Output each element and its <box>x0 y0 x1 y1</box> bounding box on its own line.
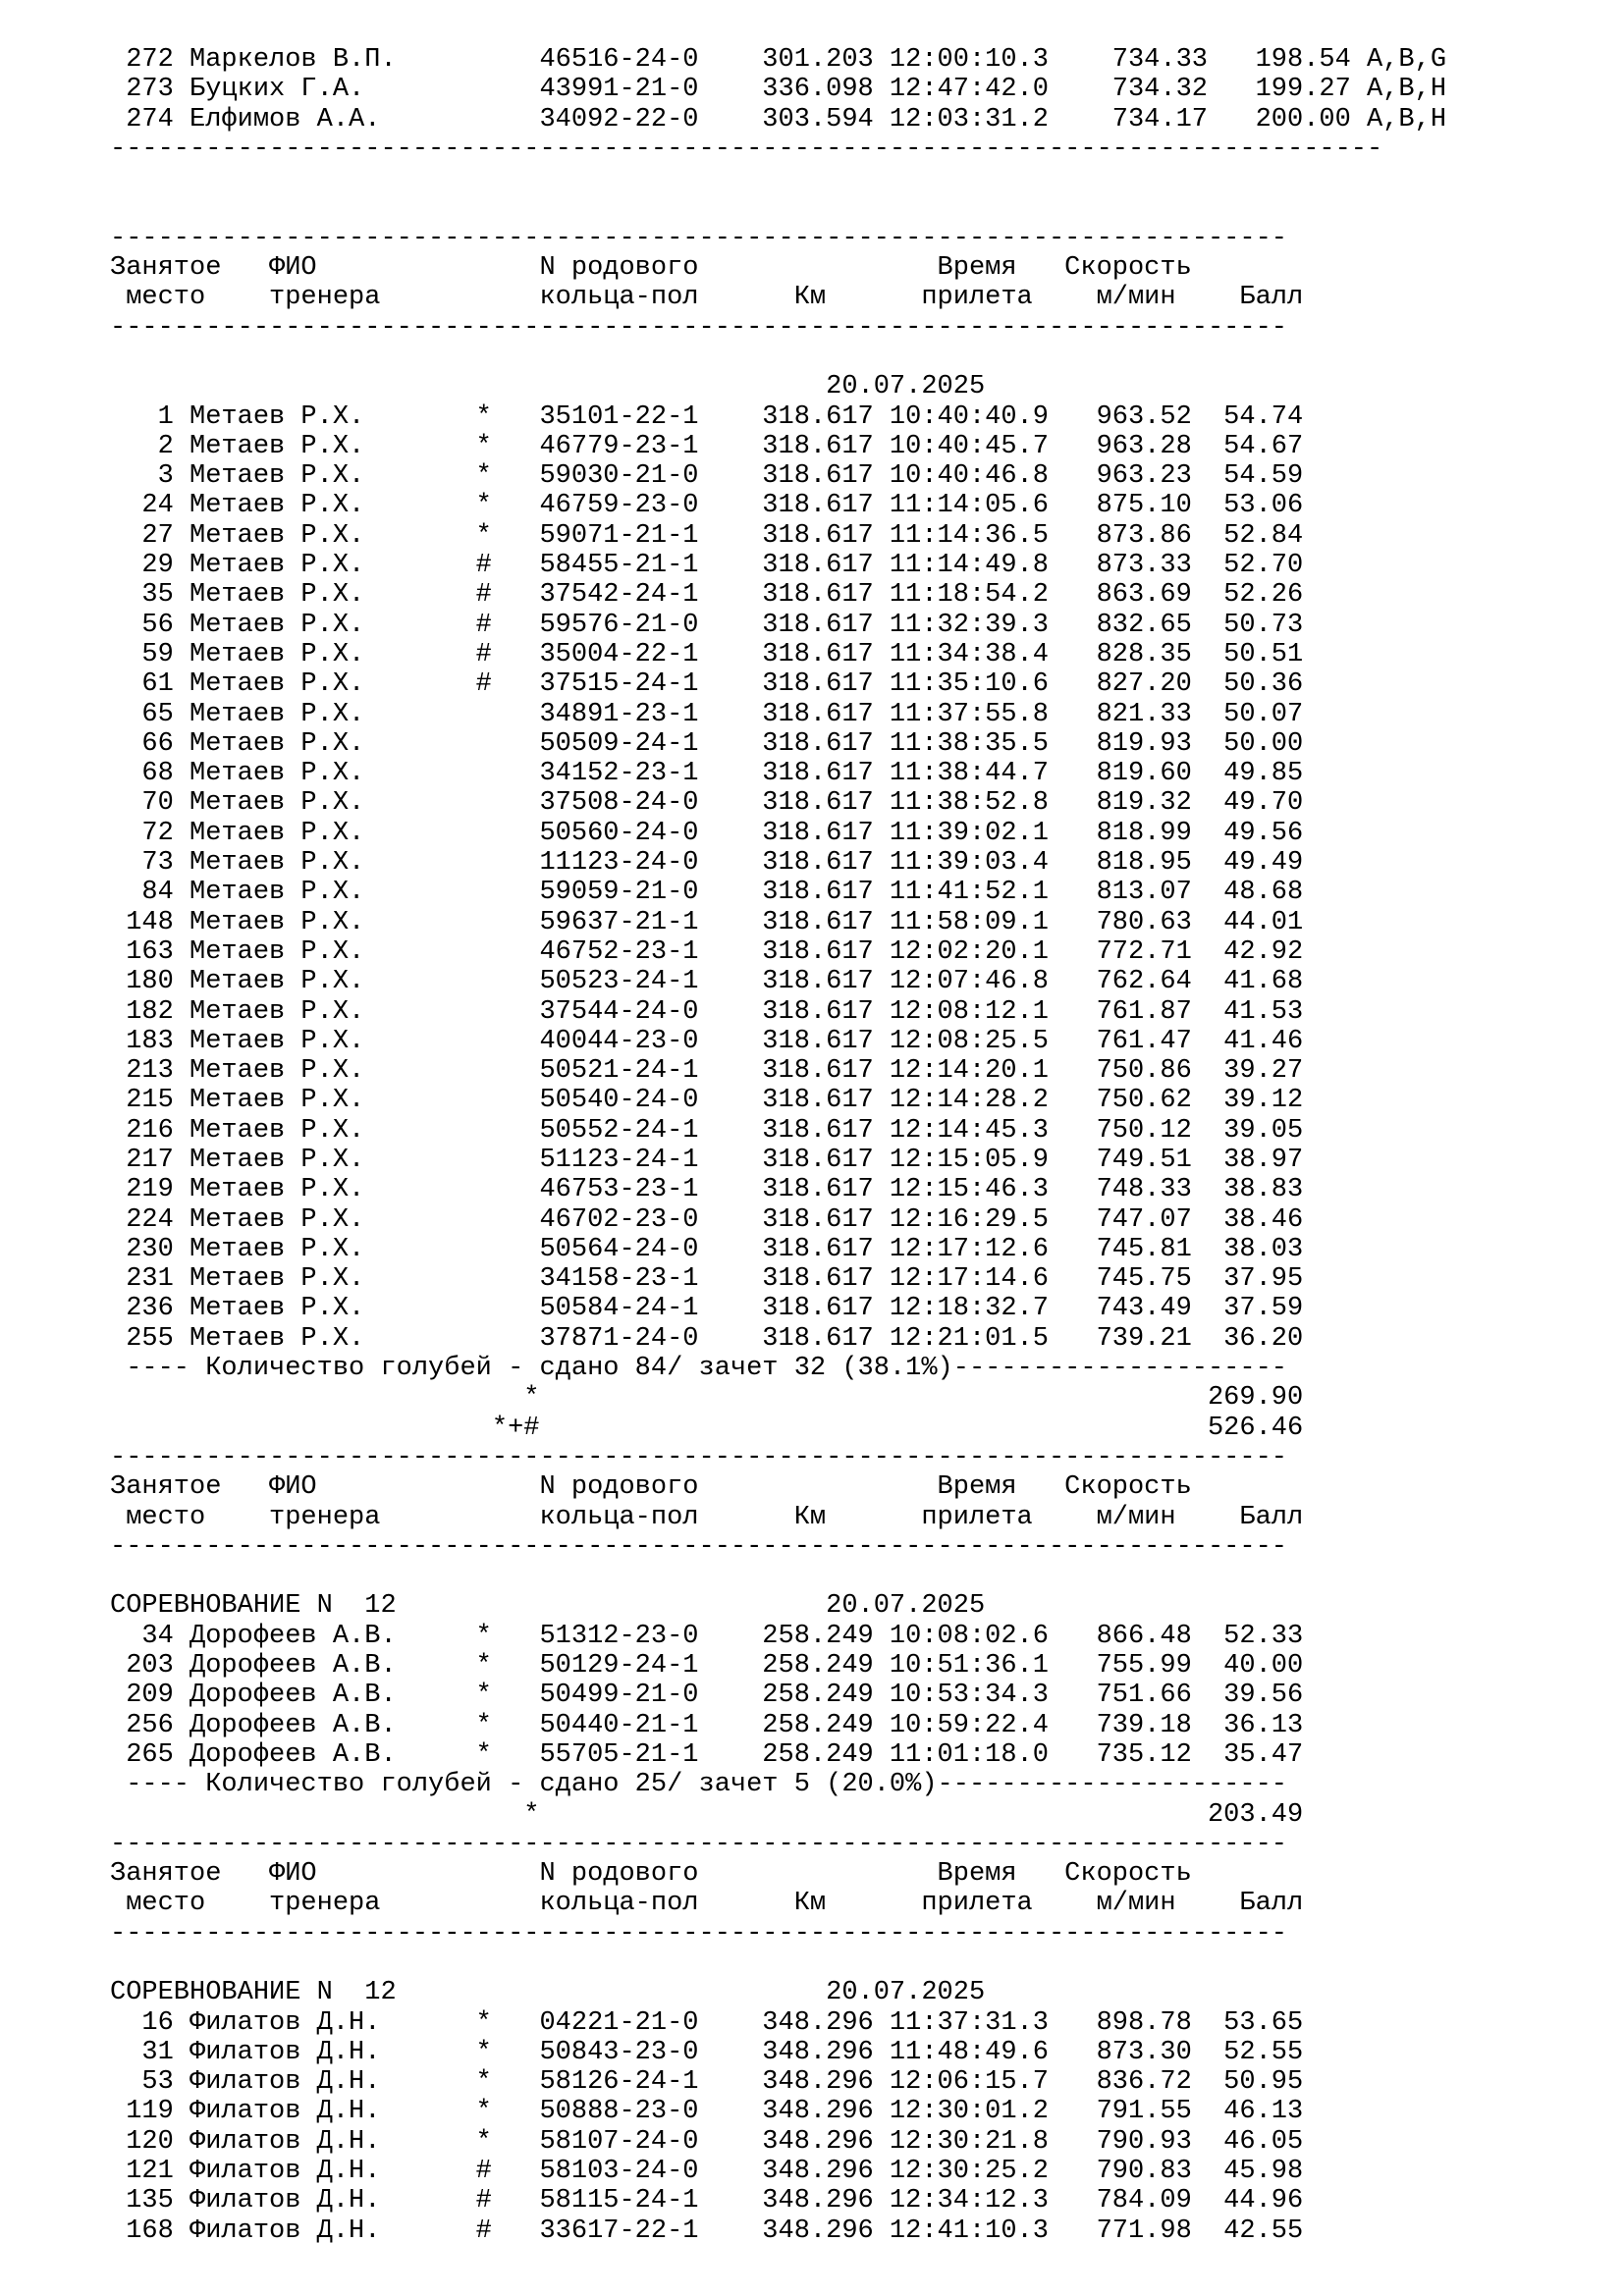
result-row: 121 Филатов Д.Н. # 58103-24-0 348.296 12:30:25.2 790.83 45.98 <box>110 2157 1304 2187</box>
summary-line: ---- Количество голубей - сдано 25/ зачет 5 (20.0%)---------------------- <box>110 1770 1287 1800</box>
result-row: 1 Метаев Р.Х. * 35101-22-1 318.617 10:40:40.9 963.52 54.74 <box>110 401 1304 432</box>
report-text <box>110 45 1624 2246</box>
result-row: 72 Метаев Р.Х. 50560-24-0 318.617 11:39:02.1 818.99 49.56 <box>110 818 1304 848</box>
table-header-line: Занятое ФИО N родового Время Скорость <box>110 1472 1192 1503</box>
dashed-divider: -------------------------------------------------------------------------- <box>110 1531 1287 1562</box>
competition-date-line: СОРЕВНОВАНИЕ N 12 20.07.2025 <box>110 1978 986 2008</box>
result-row: 219 Метаев Р.Х. 46753-23-1 318.617 12:15:46.3 748.33 38.83 <box>110 1175 1304 1205</box>
result-row: 61 Метаев Р.Х. # 37515-24-1 318.617 11:35:10.6 827.20 50.36 <box>110 669 1304 700</box>
result-row: 256 Дорофеев А.В. * 50440-21-1 258.249 10:59:22.4 739.18 36.13 <box>110 1710 1304 1740</box>
result-row: 59 Метаев Р.Х. # 35004-22-1 318.617 11:34:38.4 828.35 50.51 <box>110 639 1304 669</box>
blank-line <box>110 1562 1624 1591</box>
result-row: 68 Метаев Р.Х. 34152-23-1 318.617 11:38:44.7 819.60 49.85 <box>110 759 1304 789</box>
result-row: 70 Метаев Р.Х. 37508-24-0 318.617 11:38:52.8 819.32 49.70 <box>110 788 1304 819</box>
result-row: 213 Метаев Р.Х. 50521-24-1 318.617 12:14:20.1 750.86 39.27 <box>110 1056 1304 1087</box>
blank-line <box>110 164 1624 193</box>
result-row: 53 Филатов Д.Н. * 58126-24-1 348.296 12:06:15.7 836.72 50.95 <box>110 2067 1304 2098</box>
result-row: 119 Филатов Д.Н. * 50888-23-0 348.296 12:30:01.2 791.55 46.13 <box>110 2097 1304 2127</box>
result-row: 66 Метаев Р.Х. 50509-24-1 318.617 11:38:35.5 819.93 50.00 <box>110 728 1304 759</box>
table-header-line: место тренера кольца-пол Км прилета м/мин Балл <box>110 283 1304 313</box>
result-row: 255 Метаев Р.Х. 37871-24-0 318.617 12:21:01.5 739.21 36.20 <box>110 1323 1304 1354</box>
table-header-line: Занятое ФИО N родового Время Скорость <box>110 253 1192 284</box>
result-row: 29 Метаев Р.Х. # 58455-21-1 318.617 11:14:49.8 873.33 52.70 <box>110 551 1304 581</box>
result-row: 163 Метаев Р.Х. 46752-23-1 318.617 12:02:20.1 772.71 42.92 <box>110 936 1304 967</box>
date-line: 20.07.2025 <box>110 372 986 402</box>
result-row: 215 Метаев Р.Х. 50540-24-0 318.617 12:14:28.2 750.62 39.12 <box>110 1086 1304 1116</box>
result-row: 2 Метаев Р.Х. * 46779-23-1 318.617 10:40:45.7 963.28 54.67 <box>110 431 1304 461</box>
result-row: 84 Метаев Р.Х. 59059-21-0 318.617 11:41:52.1 813.07 48.68 <box>110 878 1304 908</box>
result-row: 168 Филатов Д.Н. # 33617-22-1 348.296 12:41:10.3 771.98 42.55 <box>110 2216 1304 2246</box>
total-line: *+# 526.46 <box>110 1413 1304 1443</box>
result-row: 27 Метаев Р.Х. * 59071-21-1 318.617 11:14:36.5 873.86 52.84 <box>110 520 1304 551</box>
dashed-divider: -------------------------------------------------------------------------- <box>110 1442 1287 1472</box>
result-row: 148 Метаев Р.Х. 59637-21-1 318.617 11:58:09.1 780.63 44.01 <box>110 907 1304 937</box>
result-row: 274 Елфимов А.А. 34092-22-0 303.594 12:03:31.2 734.17 200.00 A,B,H <box>110 104 1447 134</box>
blank-line <box>110 343 1624 372</box>
dashed-divider: -------------------------------------------------------------------------- <box>110 223 1287 253</box>
total-line: * 269.90 <box>110 1383 1304 1414</box>
table-header-line: место тренера кольца-пол Км прилета м/мин Балл <box>110 1889 1304 1919</box>
table-header-line: Занятое ФИО N родового Время Скорость <box>110 1859 1192 1890</box>
result-row: 135 Филатов Д.Н. # 58115-24-1 348.296 12:34:12.3 784.09 44.96 <box>110 2186 1304 2216</box>
result-row: 120 Филатов Д.Н. * 58107-24-0 348.296 12:30:21.8 790.93 46.05 <box>110 2126 1304 2157</box>
blank-line <box>110 1949 1624 1978</box>
result-row: 231 Метаев Р.Х. 34158-23-1 318.617 12:17:14.6 745.75 37.95 <box>110 1264 1304 1295</box>
result-row: 183 Метаев Р.Х. 40044-23-0 318.617 12:08:25.5 761.47 41.46 <box>110 1026 1304 1056</box>
result-row: 31 Филатов Д.Н. * 50843-23-0 348.296 11:48:49.6 873.30 52.55 <box>110 2037 1304 2067</box>
result-row: 180 Метаев Р.Х. 50523-24-1 318.617 12:07:46.8 762.64 41.68 <box>110 967 1304 997</box>
result-row: 209 Дорофеев А.В. * 50499-21-0 258.249 10:53:34.3 751.66 39.56 <box>110 1681 1304 1711</box>
result-row: 265 Дорофеев А.В. * 55705-21-1 258.249 11:01:18.0 735.12 35.47 <box>110 1739 1304 1770</box>
dashed-divider: -------------------------------------------------------------------------- <box>110 1829 1287 1859</box>
result-row: 34 Дорофеев А.В. * 51312-23-0 258.249 10:08:02.6 866.48 52.33 <box>110 1621 1304 1651</box>
result-row: 73 Метаев Р.Х. 11123-24-0 318.617 11:39:03.4 818.95 49.49 <box>110 848 1304 879</box>
table-header-line: место тренера кольца-пол Км прилета м/мин Балл <box>110 1502 1304 1532</box>
result-row: 272 Маркелов В.П. 46516-24-0 301.203 12:00:10.3 734.33 198.54 A,B,G <box>110 45 1447 75</box>
competition-date-line: СОРЕВНОВАНИЕ N 12 20.07.2025 <box>110 1591 986 1622</box>
result-row: 203 Дорофеев А.В. * 50129-24-1 258.249 10:51:36.1 755.99 40.00 <box>110 1651 1304 1682</box>
result-row: 24 Метаев Р.Х. * 46759-23-0 318.617 11:14:05.6 875.10 53.06 <box>110 491 1304 521</box>
dashed-divider: -------------------------------------------------------------------------- <box>110 1918 1287 1949</box>
result-row: 35 Метаев Р.Х. # 37542-24-1 318.617 11:18:54.2 863.69 52.26 <box>110 580 1304 611</box>
result-row: 65 Метаев Р.Х. 34891-23-1 318.617 11:37:55.8 821.33 50.07 <box>110 699 1304 729</box>
result-row: 216 Метаев Р.Х. 50552-24-1 318.617 12:14:45.3 750.12 39.05 <box>110 1115 1304 1146</box>
result-row: 182 Метаев Р.Х. 37544-24-0 318.617 12:08:12.1 761.87 41.53 <box>110 996 1304 1027</box>
dashed-divider: -------------------------------------------------------------------------------- <box>110 133 1383 164</box>
result-row: 273 Буцких Г.А. 43991-21-0 336.098 12:47:42.0 734.32 199.27 A,B,H <box>110 75 1447 105</box>
result-row: 230 Метаев Р.Х. 50564-24-0 318.617 12:17:12.6 745.81 38.03 <box>110 1234 1304 1264</box>
result-row: 16 Филатов Д.Н. * 04221-21-0 348.296 11:37:31.3 898.78 53.65 <box>110 2007 1304 2038</box>
dashed-divider: -------------------------------------------------------------------------- <box>110 312 1287 343</box>
result-row: 217 Метаев Р.Х. 51123-24-1 318.617 12:15:05.9 749.51 38.97 <box>110 1145 1304 1175</box>
result-row: 236 Метаев Р.Х. 50584-24-1 318.617 12:18:32.7 743.49 37.59 <box>110 1294 1304 1324</box>
total-line: * 203.49 <box>110 1799 1304 1830</box>
summary-line: ---- Количество голубей - сдано 84/ зачет 32 (38.1%)--------------------- <box>110 1354 1287 1384</box>
result-row: 224 Метаев Р.Х. 46702-23-0 318.617 12:16:29.5 747.07 38.46 <box>110 1204 1304 1235</box>
result-row: 56 Метаев Р.Х. # 59576-21-0 318.617 11:32:39.3 832.65 50.73 <box>110 610 1304 640</box>
result-row: 3 Метаев Р.Х. * 59030-21-0 318.617 10:40:46.8 963.23 54.59 <box>110 461 1304 492</box>
blank-line <box>110 193 1624 223</box>
